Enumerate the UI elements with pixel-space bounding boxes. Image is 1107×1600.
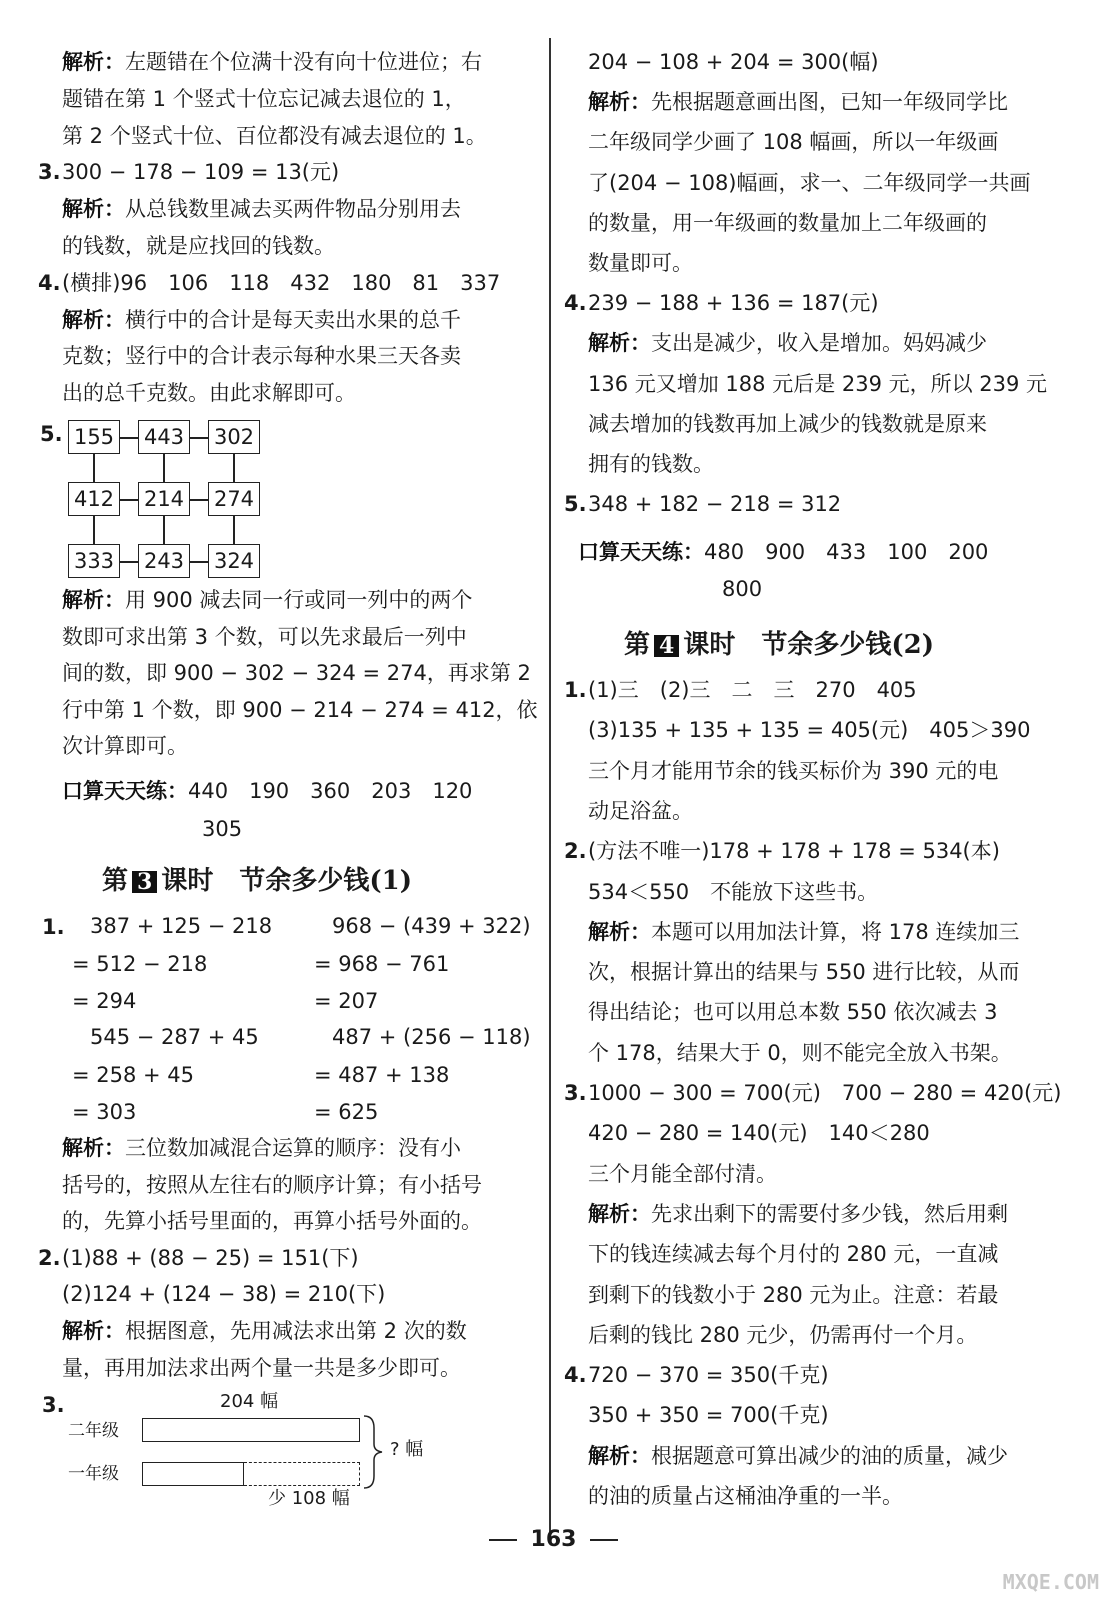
analysis-line — [62, 307, 461, 332]
question-number: 4. — [38, 270, 61, 295]
text-line — [588, 371, 1048, 396]
text-line — [588, 210, 987, 235]
question-number: 1. — [42, 915, 65, 939]
line-text: 括号的，按照从左往右的顺序计算；有小括号 — [62, 1172, 482, 1197]
line-text: 数即可求出第 3 个数，可以先求最后一列中 — [62, 624, 467, 649]
text-line — [588, 758, 999, 783]
calc-step: 487 + (256 − 118) — [332, 1025, 531, 1049]
text-line — [588, 52, 879, 73]
text-line — [62, 1211, 482, 1232]
grid-connector — [93, 516, 95, 544]
answer-line — [564, 1083, 1061, 1104]
analysis-line — [62, 590, 472, 611]
calc-step: = 487 + 138 — [314, 1063, 450, 1087]
text-line — [62, 86, 466, 111]
line-text: 次，根据计算出的结果与 550 进行比较，从而 — [588, 960, 1020, 985]
text-line — [62, 663, 531, 684]
line-text: 第 2 个竖式十位、百位都没有减去退位的 1。 — [62, 123, 487, 148]
line-text: 三个月能全部付清。 — [588, 1161, 777, 1186]
line-text: 三位数加减混合运算的顺序：没有小 — [125, 1136, 461, 1160]
calc-step: = 258 + 45 — [72, 1063, 195, 1087]
line-text: 题错在第 1 个竖式十位忘记减去退位的 1， — [62, 86, 466, 111]
lesson-number-badge: 3 — [132, 871, 157, 893]
line-text: 348 + 182 − 218 = 312 — [588, 492, 842, 517]
answer-line — [564, 494, 841, 515]
analysis-label: 解析： — [588, 1443, 651, 1468]
line-text: 个 178，结果大于 0，则不能完全放入书架。 — [588, 1040, 1012, 1065]
oral-practice-values: 440 190 360 203 120 — [188, 779, 473, 803]
grid-cell: 412 — [68, 482, 120, 516]
text-line — [588, 1123, 930, 1144]
text-line — [62, 624, 467, 649]
question-number: 3. — [42, 1393, 65, 1417]
text-line — [62, 1284, 385, 1305]
answer-line — [564, 680, 917, 701]
line-text: 534＜550 不能放下这些书。 — [588, 879, 879, 904]
line-text: 的钱数，就是应找回的钱数。 — [62, 234, 335, 258]
grid-connector — [190, 499, 208, 501]
text-line — [62, 123, 487, 148]
text-line — [62, 1355, 461, 1380]
section-heading-4: 第 4 课时 节余多少钱(2) — [624, 630, 935, 660]
diagram-bar-grade2 — [142, 1418, 360, 1442]
calc-step: = 625 — [314, 1100, 379, 1124]
question-number: 4. — [564, 1363, 587, 1388]
grid-connector — [163, 516, 165, 544]
answer-line — [564, 841, 1000, 862]
line-text: 得出结论；也可以用总本数 550 依次减去 3 — [588, 1000, 998, 1025]
line-text: 用 900 减去同一行或同一列中的两个 — [125, 588, 473, 612]
grid-cell: 243 — [138, 544, 190, 578]
calc-step: = 294 — [72, 989, 137, 1013]
line-text: 了(204 − 108)幅画，求一、二年级同学一共画 — [588, 170, 1031, 195]
diagram-bar-grade1 — [142, 1462, 244, 1486]
watermark-logo: MXQE.COM — [1002, 1570, 1099, 1594]
line-text: 根据图意，先用减法求出第 2 次的数 — [125, 1319, 467, 1343]
grid-connector — [190, 561, 208, 563]
question-number: 3. — [564, 1081, 587, 1105]
diagram-row-label: 二年级 — [68, 1421, 119, 1441]
oral-practice-values-2: 305 — [202, 817, 243, 841]
analysis-label: 解析： — [62, 588, 125, 612]
question-number: 1. — [564, 678, 587, 702]
line-text: 动足浴盆。 — [588, 798, 693, 823]
grid-connector — [163, 454, 165, 482]
analysis-line — [588, 919, 1020, 944]
text-line — [588, 1322, 978, 1347]
diagram-question-label: ? 幅 — [390, 1439, 424, 1460]
answer-line — [38, 162, 339, 183]
question-number: 2. — [38, 1245, 61, 1270]
oral-practice-right — [578, 542, 988, 563]
line-text: (1)88 + (88 − 25) = 151(下) — [62, 1245, 359, 1270]
question-number: 2. — [564, 839, 587, 864]
diagram-difference-label: 少 108 幅 — [268, 1488, 350, 1509]
analysis-line — [62, 1138, 461, 1159]
diagram-bar-difference — [244, 1462, 360, 1486]
calc-step: = 512 − 218 — [72, 952, 208, 976]
question-number: 3. — [38, 160, 61, 185]
oral-practice-label: 口算天天练： — [62, 779, 188, 803]
analysis-label: 解析： — [62, 50, 125, 74]
line-text: 量，再用加法求出两个量一共是多少即可。 — [62, 1355, 461, 1380]
grid-connector — [120, 499, 138, 501]
line-text: 二年级同学少画了 108 幅画，所以一年级画 — [588, 130, 999, 155]
text-line — [62, 697, 538, 722]
line-text: 1000 − 300 = 700(元) 700 − 280 = 420(元) — [588, 1081, 1062, 1105]
text-line — [588, 720, 1030, 741]
grid-connector — [120, 561, 138, 563]
line-text: 本题可以用加法计算，将 178 连续加三 — [651, 919, 1020, 944]
line-text: 减去增加的钱数再加上减少的钱数就是原来 — [588, 411, 987, 436]
line-text: 136 元又增加 188 元后是 239 元，所以 239 元 — [588, 371, 1048, 396]
analysis-label: 解析： — [62, 197, 125, 222]
calc-step: 387 + 125 − 218 — [90, 914, 273, 938]
analysis-label: 解析： — [588, 1201, 651, 1226]
grid-connector — [233, 516, 235, 544]
line-text: 到剩下的钱数小于 280 元为止。注意：若最 — [588, 1282, 999, 1307]
page-number: 163 — [0, 1527, 1107, 1552]
line-text: 克数；竖行中的合计表示每种水果三天各卖 — [62, 344, 461, 369]
section-heading-3: 第 3 课时 节余多少钱(1) — [102, 866, 413, 896]
line-text: 350 + 350 = 700(千克) — [588, 1403, 829, 1428]
analysis-line — [588, 1201, 1008, 1226]
oral-practice-label: 口算天天练： — [578, 540, 704, 564]
text-line — [588, 1161, 777, 1186]
grid-cell: 333 — [68, 544, 120, 578]
line-text: (3)135 + 135 + 135 = 405(元) 405＞390 — [588, 718, 1031, 743]
line-text: 行中第 1 个数，即 900 − 214 − 274 = 412，依 — [62, 697, 538, 722]
line-text: 420 − 280 = 140(元) 140＜280 — [588, 1121, 930, 1146]
text-line — [62, 383, 356, 404]
question-number: 5. — [564, 492, 587, 517]
line-text: 支出是减少，收入是增加。妈妈减少 — [651, 331, 987, 356]
analysis-line — [588, 333, 987, 354]
line-text: 先根据题意画出图，已知一年级同学比 — [651, 90, 1008, 115]
analysis-line — [588, 1443, 1008, 1468]
calc-step: 545 − 287 + 45 — [90, 1025, 259, 1049]
column-divider — [549, 38, 551, 1533]
line-text: (横排)96 106 118 432 180 81 337 — [62, 270, 501, 295]
text-line — [588, 411, 987, 436]
calc-step: = 207 — [314, 989, 379, 1013]
analysis-line — [62, 1321, 467, 1342]
line-text: 出的总千克数。由此求解即可。 — [62, 381, 356, 406]
line-text: 横行中的合计是每天卖出水果的总千 — [125, 307, 461, 332]
grid-cell: 324 — [208, 544, 260, 578]
grid-cell: 274 — [208, 482, 260, 516]
calc-step: 968 − (439 + 322) — [332, 914, 531, 938]
text-line — [588, 798, 693, 823]
line-text: 的数量，用一年级画的数量加上二年级画的 — [588, 210, 987, 235]
analysis-label: 解析： — [588, 331, 651, 356]
answer-line — [38, 270, 501, 295]
answer-line — [38, 1245, 359, 1270]
calc-step: = 968 − 761 — [314, 952, 450, 976]
analysis-line — [62, 199, 461, 220]
grid-connector — [190, 437, 208, 439]
grid-connector — [233, 454, 235, 482]
text-line — [62, 736, 188, 757]
line-text: 根据题意可算出减少的油的质量，减少 — [651, 1443, 1008, 1468]
text-line — [62, 236, 335, 257]
question-number: 4. — [564, 291, 587, 316]
grid-cell: 302 — [208, 420, 260, 454]
grid-connector — [93, 454, 95, 482]
line-text: 下的钱连续减去每个月付的 280 元，一直减 — [588, 1242, 999, 1267]
text-line — [588, 1002, 997, 1023]
line-text: (2)124 + (124 − 38) = 210(下) — [62, 1282, 386, 1307]
text-line — [588, 170, 1031, 195]
line-text: 300 − 178 − 109 = 13(元) — [62, 160, 340, 185]
line-text: 间的数，即 900 − 302 − 324 = 274，再求第 2 — [62, 661, 531, 686]
analysis-label: 解析： — [62, 307, 125, 332]
text-line — [588, 253, 693, 274]
text-line — [62, 1172, 482, 1197]
text-line — [588, 1486, 903, 1507]
oral-practice-values: 480 900 433 100 200 — [704, 540, 989, 564]
grid-connector — [120, 437, 138, 439]
diagram-row-label: 一年级 — [68, 1464, 119, 1484]
answer-line — [564, 1365, 829, 1386]
text-line — [588, 454, 714, 475]
line-text: 的，先算小括号里面的，再算小括号外面的。 — [62, 1209, 482, 1234]
text-line — [588, 132, 998, 153]
text-line — [588, 879, 879, 904]
analysis-label: 解析： — [588, 919, 651, 944]
lesson-number-badge: 4 — [654, 635, 679, 657]
line-text: 数量即可。 — [588, 251, 693, 275]
question-number: 5. — [40, 422, 63, 446]
grid-cell: 155 — [68, 420, 120, 454]
answer-line — [564, 293, 879, 314]
grid-cell: 214 — [138, 482, 190, 516]
oral-practice-left — [62, 781, 472, 802]
analysis-line — [588, 92, 1008, 113]
line-text: 从总钱数里减去买两件物品分别用去 — [125, 197, 461, 222]
diagram-brace — [360, 1414, 390, 1490]
analysis-label: 解析： — [62, 1319, 125, 1343]
line-text: 239 − 188 + 136 = 187(元) — [588, 291, 879, 316]
text-line — [588, 1282, 999, 1307]
text-line — [588, 1040, 1012, 1065]
line-text: 先求出剩下的需要付多少钱，然后用剩 — [651, 1201, 1008, 1226]
line-text: 720 − 370 = 350(千克) — [588, 1363, 829, 1388]
analysis-line — [62, 52, 482, 73]
text-line — [588, 1405, 829, 1426]
analysis-label: 解析： — [62, 1136, 125, 1160]
analysis-label: 解析： — [588, 90, 651, 115]
oral-practice-values-2: 800 — [722, 577, 763, 601]
line-text: 204 − 108 + 204 = 300(幅) — [588, 50, 879, 74]
text-line — [588, 962, 1019, 983]
line-text: 三个月才能用节余的钱买标价为 390 元的电 — [588, 758, 999, 783]
grid-cell: 443 — [138, 420, 190, 454]
line-text: 次计算即可。 — [62, 734, 188, 759]
diagram-total-label: 204 幅 — [220, 1391, 279, 1412]
line-text: 的油的质量占这桶油净重的一半。 — [588, 1484, 903, 1508]
text-line — [588, 1244, 998, 1265]
text-line — [62, 346, 461, 367]
calc-step: = 303 — [72, 1100, 137, 1124]
line-text: (方法不唯一)178 + 178 + 178 = 534(本) — [588, 839, 1000, 864]
line-text: 拥有的钱数。 — [588, 452, 714, 476]
line-text: 后剩的钱比 280 元少，仍需再付一个月。 — [588, 1322, 978, 1347]
line-text: (1)三 (2)三 二 三 270 405 — [588, 678, 917, 702]
line-text: 左题错在个位满十没有向十位进位；右 — [125, 50, 482, 74]
